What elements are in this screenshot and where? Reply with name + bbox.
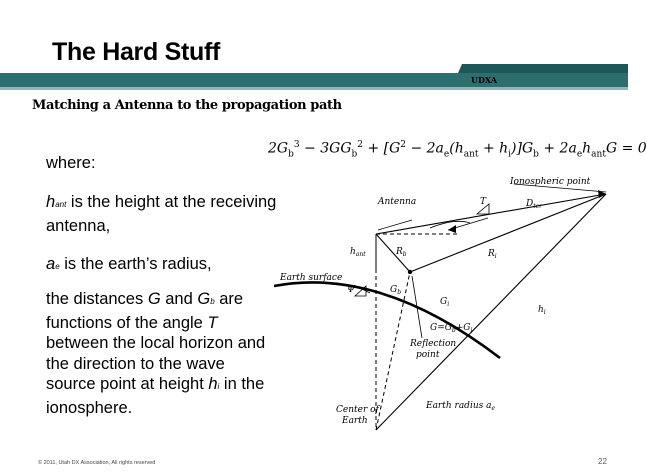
- label-hi-sub: i: [543, 309, 546, 316]
- label-Rb: [395, 247, 407, 258]
- copyright: © 2011, Utah DX Association, All rights reserved: [38, 460, 156, 466]
- eq-term: )]G: [511, 140, 534, 157]
- label-R-sub: b: [402, 251, 407, 258]
- symbol-a-sub: e: [55, 262, 60, 271]
- bullet-antenna-height: [46, 192, 278, 236]
- symbol-T: T: [207, 313, 218, 332]
- label-Gi: [440, 297, 449, 308]
- symbol-G: G: [147, 290, 161, 308]
- text-part: and: [160, 290, 198, 308]
- brand-label: UDXA: [471, 75, 498, 85]
- symbol-hi: h: [208, 375, 218, 393]
- label-D: [525, 199, 543, 210]
- formula-sub: b: [451, 327, 456, 334]
- line-center-reflection: [376, 272, 410, 430]
- formula-part: G=G: [430, 323, 452, 333]
- eq-sub: b: [288, 149, 294, 160]
- label-D-main: D: [526, 199, 534, 209]
- text-part: in the ionosphere.: [46, 375, 265, 417]
- label-h-main: h: [350, 247, 356, 257]
- equation: [268, 140, 647, 159]
- label-antenna: Antenna: [378, 197, 417, 207]
- label-G-main: G: [390, 285, 398, 295]
- label-earth-radius-sub: e: [491, 405, 496, 412]
- label-earth-surface: Earth surface: [280, 273, 343, 283]
- reflection-point-dot: [408, 270, 412, 274]
- label-G-sub: i: [447, 301, 450, 308]
- eq-term: + [G: [363, 140, 401, 157]
- label-earth: Earth: [342, 416, 368, 426]
- label-G-main: G: [440, 297, 448, 307]
- label-psi: Ψ: [347, 285, 355, 295]
- label-earth-radius-main: Earth radius a: [426, 401, 492, 411]
- label-Ri: [487, 249, 497, 260]
- slide-subtitle: Matching a Antenna to the propagation path: [32, 98, 342, 113]
- symbol-a: a: [46, 255, 56, 273]
- iono-arrowhead: [598, 190, 606, 198]
- label-Gb: [390, 285, 401, 296]
- eq-sup: 2: [357, 140, 363, 150]
- eq-term: − 2a: [406, 140, 444, 157]
- symbol-Gb: G: [197, 290, 211, 308]
- text-part: are functions of the angle: [46, 290, 244, 332]
- eq-sub: e: [576, 149, 583, 160]
- symbol-Gb-sub: b: [210, 297, 215, 306]
- label-earth-radius: [425, 401, 495, 412]
- label-hi-main: h: [538, 305, 544, 315]
- label-R-main: R: [396, 247, 403, 257]
- angle-T-arc: [430, 221, 470, 228]
- page-number: 22: [598, 457, 607, 466]
- text-part: between the local horizon and the direction to the wave source point at height: [46, 334, 266, 393]
- propagation-diagram: [270, 168, 620, 458]
- label-ionospheric-point: Ionospheric point: [510, 177, 591, 187]
- header-band: [0, 73, 628, 87]
- formula-sub: i: [470, 327, 473, 334]
- label-G-formula: [430, 323, 473, 334]
- eq-sub: b: [351, 149, 358, 160]
- formula-part: +G: [455, 323, 471, 333]
- header-band-stripe: [0, 87, 628, 90]
- eq-sub: ant: [591, 149, 606, 160]
- label-reflection-point: point: [416, 350, 440, 360]
- bullet-distances: [46, 289, 278, 418]
- slide-title: The Hard Stuff: [52, 38, 221, 66]
- pointer-arrowhead: [448, 225, 456, 233]
- eq-term: 2G: [268, 140, 289, 157]
- symbol-h: h: [46, 193, 56, 211]
- reflection-arrow: [412, 276, 422, 338]
- label-R-main: R: [488, 249, 495, 259]
- text-part: the distances: [46, 290, 148, 308]
- symbol-hi-sub: i: [217, 382, 220, 391]
- where-label: where:: [46, 154, 96, 172]
- label-h-sub: ant: [355, 251, 366, 258]
- eq-sub: i: [508, 149, 512, 160]
- bullet-antenna-height-text: is the height at the receiving antenna,: [46, 193, 277, 235]
- eq-sub: ant: [463, 149, 479, 160]
- line-earth-radius: [376, 194, 606, 430]
- eq-term: h: [582, 140, 592, 157]
- eq-term: − 3GG: [299, 140, 352, 157]
- label-G-sub: b: [397, 289, 402, 296]
- label-h-ant: [350, 247, 366, 258]
- label-center-of: Center of: [336, 405, 379, 415]
- bullet-earth-radius-text: is the earth’s radius,: [59, 255, 212, 273]
- eq-term: G = 0: [605, 140, 647, 157]
- bullet-earth-radius: [46, 254, 278, 278]
- symbol-h-sub: ant: [55, 200, 67, 209]
- label-R-sub: i: [494, 253, 497, 260]
- eq-term: (h: [449, 140, 464, 157]
- label-hi: [538, 305, 546, 316]
- label-D-sub: ter: [533, 203, 543, 210]
- earth-surface-arc: [274, 282, 500, 358]
- eq-sup: 3: [293, 140, 300, 150]
- eq-sup: 2: [400, 140, 407, 150]
- eq-sub: e: [443, 149, 450, 160]
- eq-sub: b: [533, 149, 539, 160]
- eq-term: + 2a: [538, 140, 577, 157]
- line-ri: [410, 194, 606, 272]
- label-reflection: Reflection: [410, 339, 457, 349]
- label-T: T: [480, 197, 487, 207]
- eq-term: + h: [478, 140, 509, 157]
